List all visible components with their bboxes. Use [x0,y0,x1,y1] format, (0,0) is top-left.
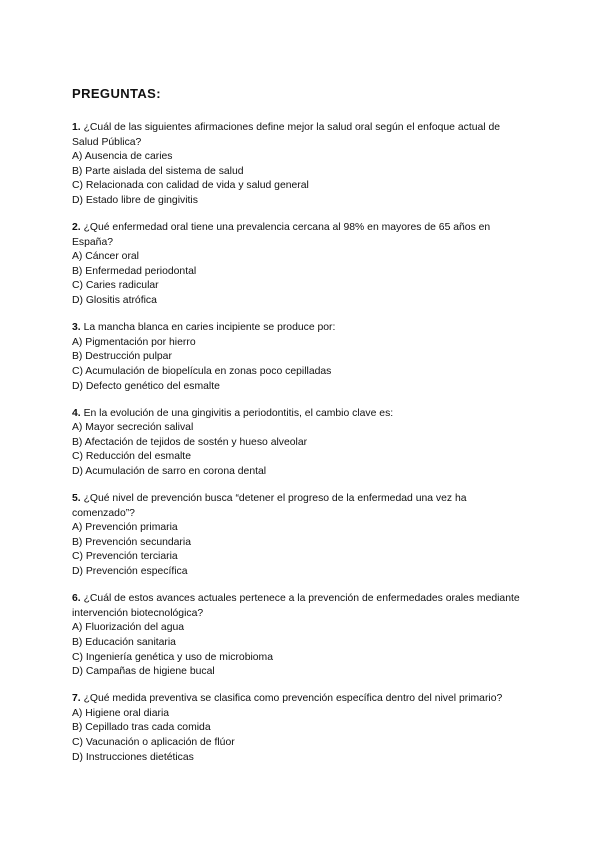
option-b: B) Destrucción pulpar [72,351,172,363]
question-number: 1. [72,122,81,133]
question-text: ¿Cuál de estos avances actuales pertenece a la prevención de enfermedades orales mediante intervención biotecnológica? [72,593,520,619]
question-stem [72,321,528,336]
option-b: B) Prevención secundaria [72,536,191,548]
question-3 [72,321,528,394]
question-text: ¿Qué nivel de prevención busca “detener el progreso de la enfermedad una vez ha comenzado”? [72,493,467,519]
question-stem [72,221,528,250]
option-d: D) Campañas de higiene bucal [72,666,215,678]
question-number: 2. [72,222,81,234]
option-a: A) Mayor secreción salival [72,422,194,434]
question-text: ¿Cuál de las siguientes afirmaciones define mejor la salud oral según el enfoque actual de Salud Pública? [72,122,501,148]
option-a: A) Ausencia de caries [72,151,173,163]
option-a: A) Cáncer oral [72,251,139,263]
question-stem [72,492,528,521]
question-number: 6. [72,593,81,605]
question-text: ¿Qué enfermedad oral tiene una prevalencia cercana al 98% en mayores de 65 años en España? [72,222,491,248]
question-number: 7. [72,693,81,705]
question-stem [72,692,528,707]
option-a: A) Higiene oral diaria [72,707,170,719]
option-c: C) Acumulación de biopelícula en zonas poco cepilladas [72,365,332,377]
question-stem [72,407,528,422]
option-a: A) Prevención primaria [72,522,178,534]
option-c: C) Prevención terciaria [72,551,178,563]
option-a: A) Pigmentación por hierro [72,336,196,348]
option-b: B) Parte aislada del sistema de salud [72,165,244,177]
option-c: C) Reducción del esmalte [72,451,191,463]
option-b: B) Enfermedad periodontal [72,265,197,277]
option-d: D) Defecto genético del esmalte [72,380,220,392]
option-b: B) Educación sanitaria [72,636,176,648]
question-text: La mancha blanca en caries incipiente se produce por: [83,322,336,334]
option-d: D) Acumulación de sarro en corona dental [72,465,267,477]
question-1 [72,121,528,209]
option-c: C) Caries radicular [72,280,159,292]
question-number: 5. [72,493,81,505]
question-2 [72,221,528,309]
option-c: C) Vacunación o aplicación de flúor [72,736,235,748]
question-number: 4. [72,407,81,419]
question-7 [72,692,528,765]
option-a: A) Fluorización del agua [72,622,185,634]
option-c: C) Relacionada con calidad de vida y salud general [72,180,309,192]
question-4 [72,407,528,480]
question-text: ¿Qué medida preventiva se clasifica como prevención específica dentro del nivel primario? [83,693,503,705]
question-number: 3. [72,322,81,334]
page-title: PREGUNTAS: [72,86,161,101]
option-c: C) Ingeniería genética y uso de microbioma [72,651,273,663]
option-d: D) Estado libre de gingivitis [72,194,198,206]
question-6 [72,592,528,680]
question-stem [72,121,528,150]
option-d: D) Glositis atrófica [72,295,157,307]
option-b: B) Cepillado tras cada comida [72,722,211,734]
question-5 [72,492,528,580]
option-d: D) Instrucciones dietéticas [72,751,194,763]
question-stem [72,592,528,621]
question-text: En la evolución de una gingivitis a periodontitis, el cambio clave es: [83,407,394,419]
option-b: B) Afectación de tejidos de sostén y hueso alveolar [72,436,308,448]
document-page [72,86,528,778]
option-d: D) Prevención específica [72,566,188,578]
